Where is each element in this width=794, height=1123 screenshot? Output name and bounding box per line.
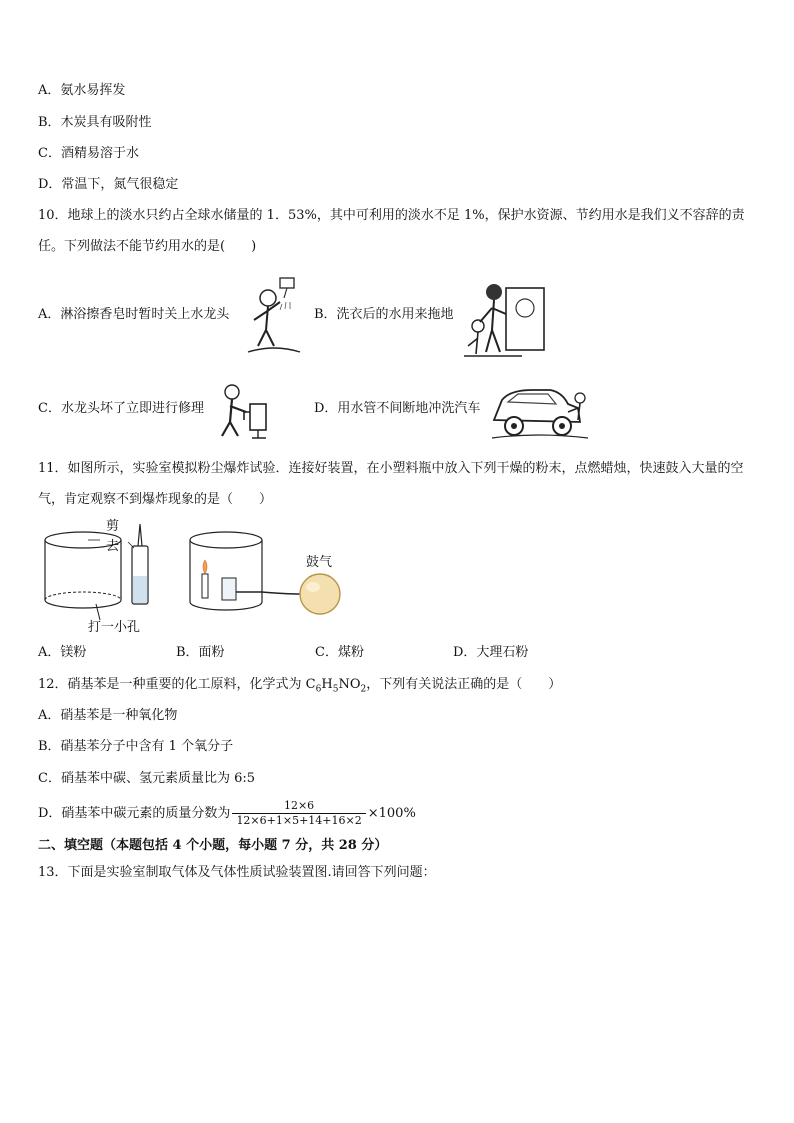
dust-explosion-apparatus-figure [30, 514, 360, 638]
formula-no: NO [338, 677, 361, 692]
mass-fraction [232, 799, 365, 828]
q13-stem: 13．下面是实验室制取气体及气体性质试验装置图.请回答下列问题： [38, 865, 436, 880]
formula-sub-c: 6 [315, 684, 322, 695]
label-hole: 打一小孔 [88, 620, 141, 635]
q9-option-a: A．氨水易挥发 [38, 83, 126, 98]
shower-illustration [244, 272, 304, 357]
q10-stem: 10．地球上的淡水只约占全球水储量的 1．53%，其中可利用的淡水不足 1%，保护水资源、节约用水是我们义不容辞的责任。下列做法不能节约用水的是( ) [38, 208, 745, 254]
q9-option-c: C．酒精易溶于水 [38, 146, 139, 161]
q11-stem: 11．如图所示，实验室模拟粉尘爆炸试验．连接好装置，在小塑料瓶中放入下列干燥的粉末，点燃蜡烛，快速鼓入大量的空气，肯定观察不到爆炸现象的是（ ） [38, 461, 744, 507]
q11-option-d: D．大理石粉 [453, 645, 529, 660]
label-cut-1: 剪 [106, 519, 120, 534]
mopping-illustration [462, 276, 552, 362]
car-washing-illustration [488, 376, 592, 446]
label-cut-2: 去 [106, 539, 120, 554]
q12-option-d [38, 798, 416, 830]
q10-option-d: D．用水管不间断地冲洗汽车 [314, 401, 481, 416]
q9-option-d: D．常温下，氮气很稳定 [38, 177, 179, 192]
fraction-denominator: 12×6+1×5+14+16×2 [236, 814, 362, 827]
section-heading: 二、填空题（本题包括 4 个小题，每小题 7 分，共 28 分） [38, 838, 388, 853]
q12-option-a: A．硝基苯是一种氧化物 [38, 708, 178, 723]
q12-stem-post: ，下列有关说法正确的是（ ） [366, 677, 562, 692]
q10-option-c: C．水龙头坏了立即进行修理 [38, 401, 204, 416]
q12-option-c: C．硝基苯中碳、氢元素质量比为 6:5 [38, 771, 256, 786]
q10-option-a: A．淋浴擦香皂时暂时关上水龙头 [38, 307, 230, 322]
q12-stem [38, 676, 561, 699]
label-blow: 鼓气 [306, 555, 333, 570]
formula-sub-h: 5 [332, 684, 339, 695]
fraction-tail: ×100% [367, 806, 416, 821]
q12-option-b: B．硝基苯分子中含有 1 个氧分子 [38, 739, 234, 754]
q12-option-d-text: D．硝基苯中碳元素的质量分数为 [38, 806, 231, 821]
formula-h: H [321, 677, 333, 692]
q10-option-b: B．洗衣后的水用来拖地 [314, 307, 454, 322]
q11-option-a: A．镁粉 [38, 645, 87, 660]
q11-option-b: B．面粉 [176, 645, 225, 660]
fraction-numerator: 12×6 [232, 799, 365, 814]
q9-option-b: B．木炭具有吸附性 [38, 115, 152, 130]
formula-sub-o: 2 [360, 684, 367, 695]
q11-option-c: C．煤粉 [315, 645, 364, 660]
q12-stem-pre: 12．硝基苯是一种重要的化工原料，化学式为 C [38, 677, 316, 692]
faucet-repair-illustration [216, 382, 278, 440]
